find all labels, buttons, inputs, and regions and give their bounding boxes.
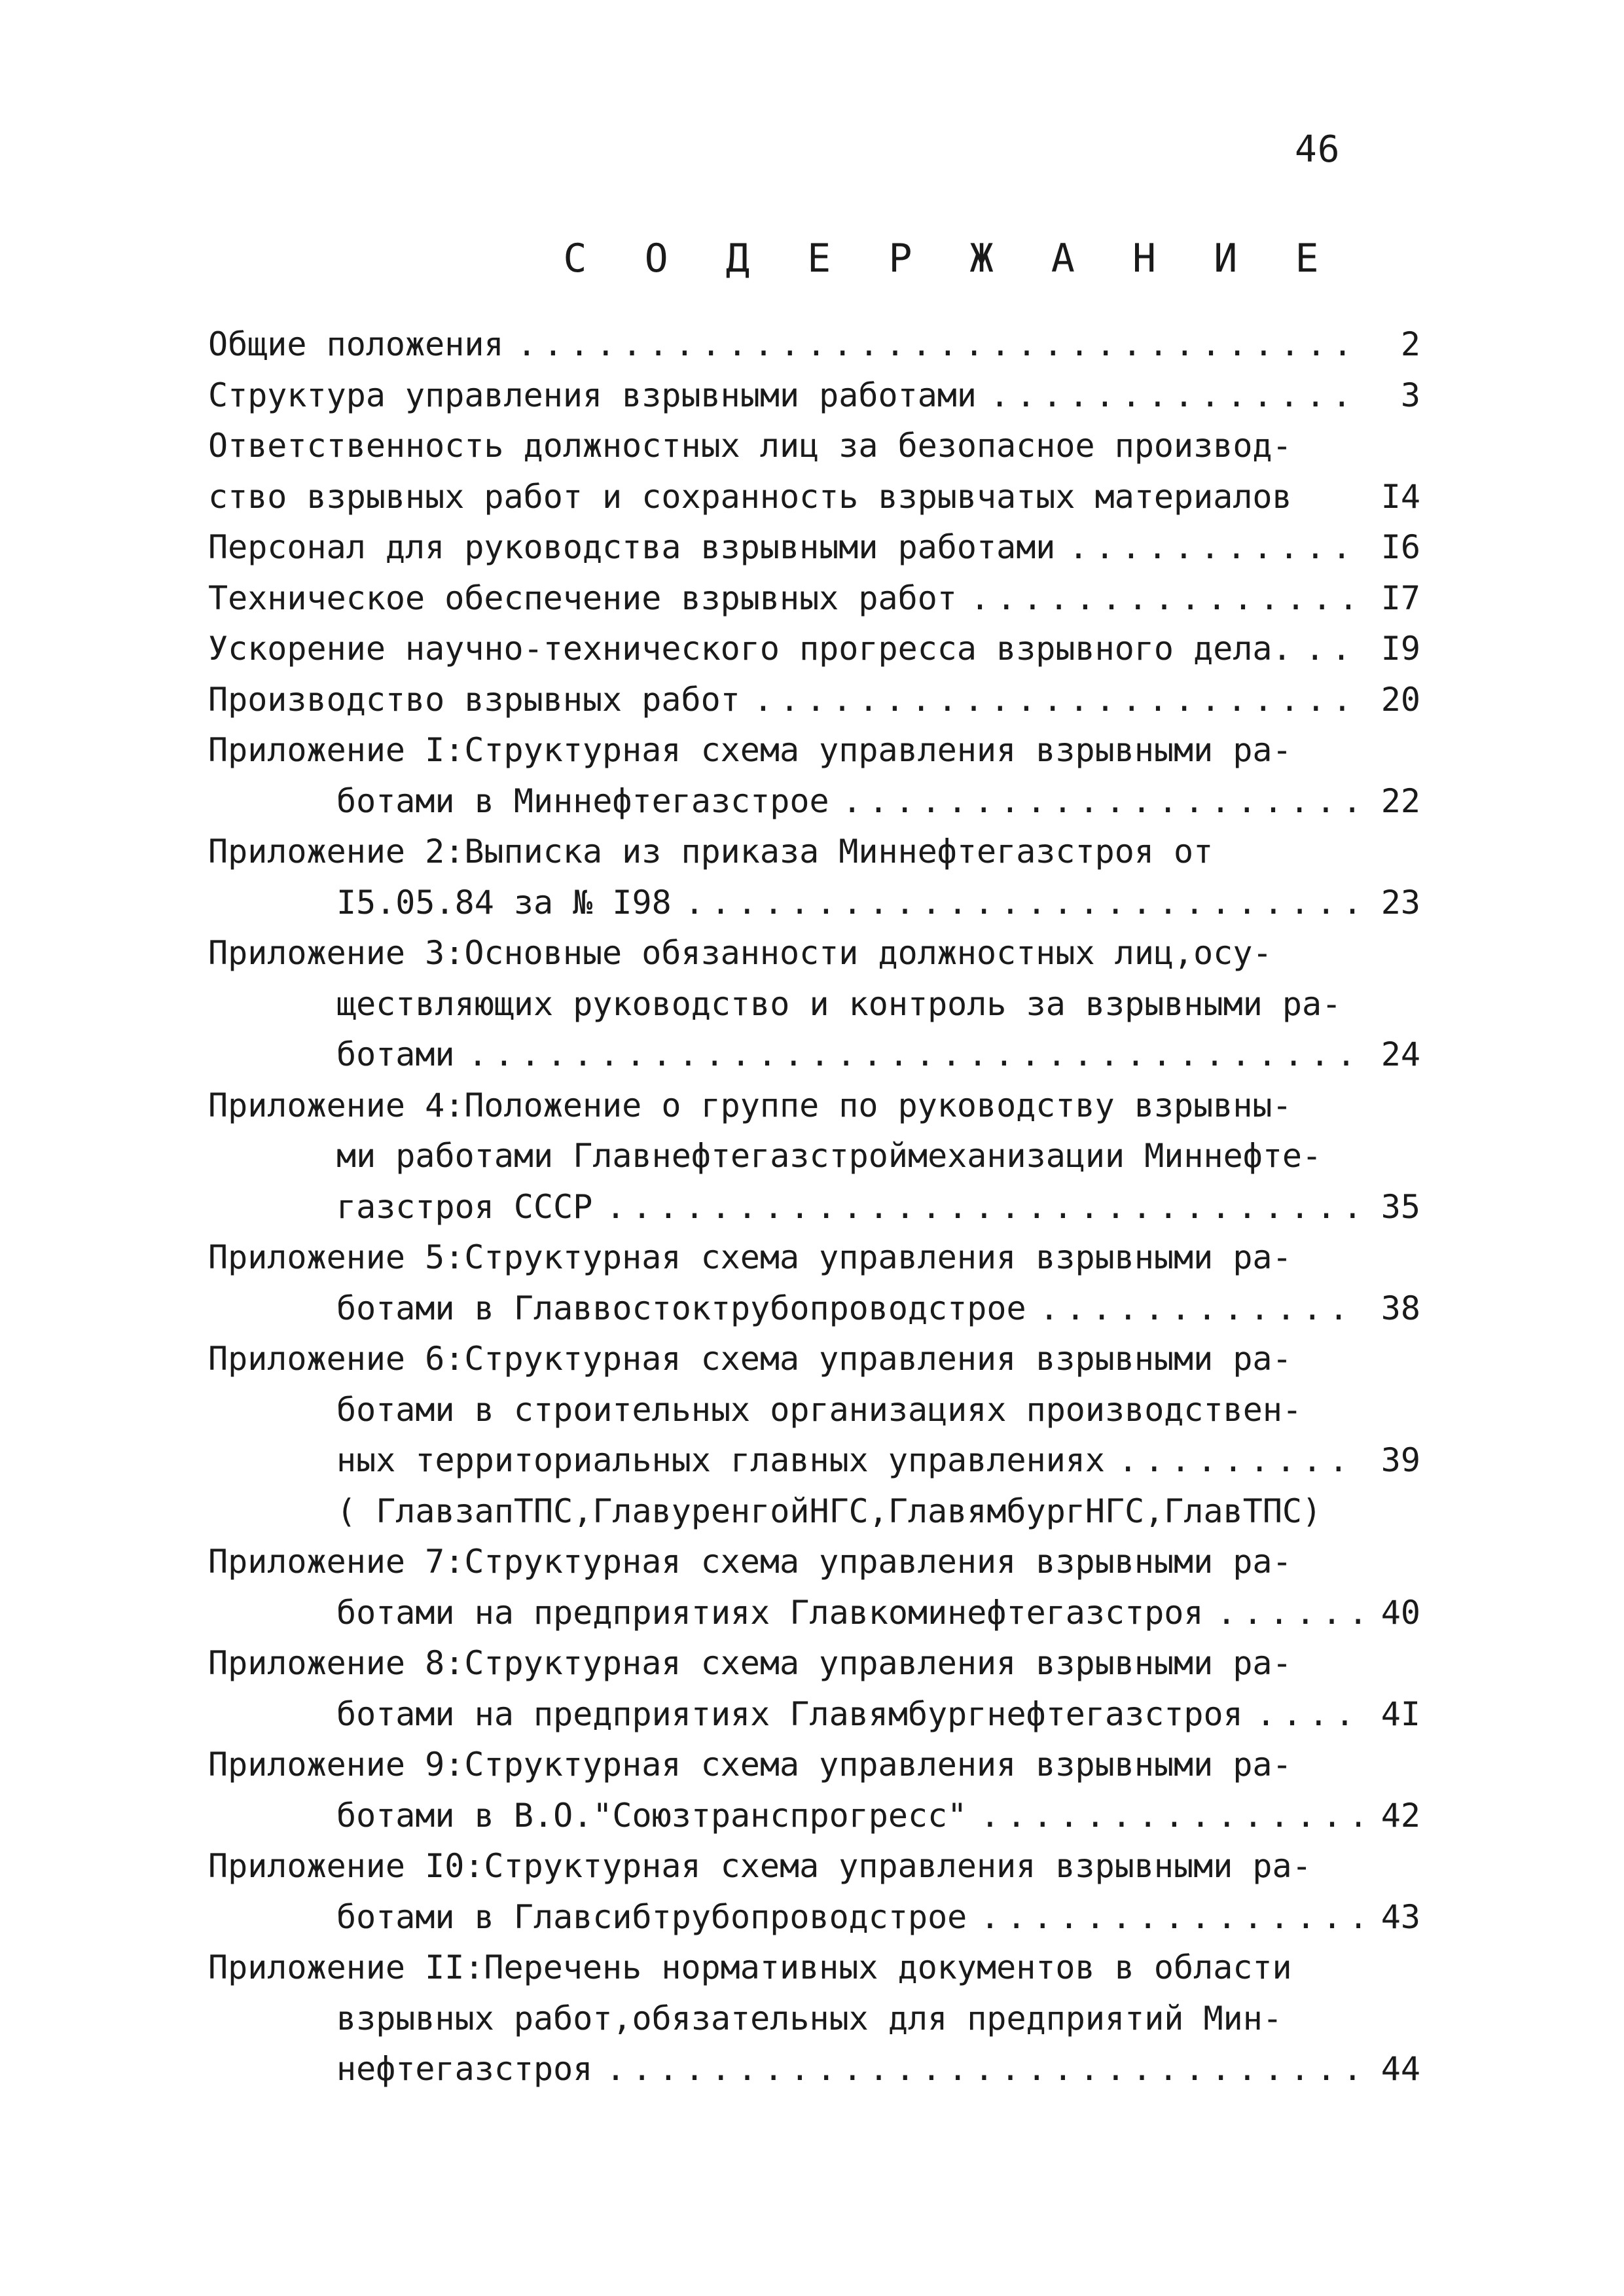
toc-line xyxy=(208,1943,1420,1994)
toc-line xyxy=(208,1994,1420,2045)
toc-entry-text: Приложение II:Перечень нормативных документов в области xyxy=(208,1948,1292,1986)
toc-line xyxy=(208,573,1420,624)
toc-line xyxy=(208,1638,1420,1689)
toc-entry-text: Приложение 2:Выписка из приказа Миннефтегазстроя от xyxy=(208,833,1214,870)
toc-line xyxy=(208,928,1420,979)
toc-line xyxy=(208,522,1420,573)
toc-line xyxy=(208,878,1420,929)
toc-line xyxy=(208,725,1420,776)
toc-entry-text: ботами на предприятиях Главямбургнефтегазстроя . . . xyxy=(336,1695,1420,1733)
toc-entry-text: ботами в Главвостоктрубопроводстрое . . . xyxy=(336,1289,1420,1327)
toc-entry-text: Приложение I0:Структурная схема управления взрывными ра- xyxy=(208,1847,1312,1885)
toc-entry-text: ботами на предприятиях Главкоминефтегазстроя . . . xyxy=(336,1594,1420,1632)
toc-entry-page: 24 xyxy=(1360,1030,1420,1081)
toc-entry-page: 35 xyxy=(1360,1182,1420,1233)
toc-entry-text: Ускорение научно-технического прогресса взрывного дела. . . . xyxy=(208,630,1420,668)
toc-line xyxy=(208,1232,1420,1283)
toc-entry-text: Приложение 8:Структурная схема управления взрывными ра- xyxy=(208,1644,1292,1682)
toc-entry-page: 4I xyxy=(1360,1689,1420,1740)
toc-entry-text: I5.05.84 за № I98 . . . xyxy=(336,884,1420,922)
toc-entry-text: Персонал для руководства взрывными работами . . . xyxy=(208,528,1420,566)
toc-entry-text: Приложение 7:Структурная схема управления взрывными ра- xyxy=(208,1543,1292,1581)
toc-entry-text: ботами в Главсибтрубопроводстрое . . . xyxy=(336,1898,1420,1936)
toc-entry-page: I7 xyxy=(1360,573,1420,624)
toc-entry-text: Приложение 6:Структурная схема управления взрывными ра- xyxy=(208,1340,1292,1378)
toc-entry-text: Приложение 3:Основные обязанности должностных лиц,осу- xyxy=(208,934,1272,972)
toc-line xyxy=(208,1588,1420,1639)
toc-entry-page: 40 xyxy=(1360,1588,1420,1639)
toc-line xyxy=(208,1081,1420,1132)
toc-line xyxy=(208,2044,1420,2095)
toc-entry-text: Ответственность должностных лиц за безопасное производ- xyxy=(208,427,1292,465)
toc-line xyxy=(208,1385,1420,1436)
toc-entry-text: ных территориальных главных управлениях . . . xyxy=(336,1441,1420,1479)
toc-entry-page: 42 xyxy=(1360,1791,1420,1842)
toc-line xyxy=(208,1283,1420,1335)
toc-entry-text: Приложение I:Структурная схема управления взрывными ра- xyxy=(208,731,1292,769)
toc-line xyxy=(208,421,1420,472)
toc-entry-page: 39 xyxy=(1360,1435,1420,1486)
toc-entry-text: ботами в Миннефтегазстрое . . . xyxy=(336,782,1420,820)
toc-entry-page: 38 xyxy=(1360,1283,1420,1335)
toc-entry-text: Общие положения . . . xyxy=(208,325,1420,363)
toc-line xyxy=(208,624,1420,675)
page-title: С О Д Е Р Ж А Н И Е xyxy=(563,236,1336,281)
toc-entry-text: ( ГлавзапТПС,ГлавуренгойНГС,ГлавямбургНГС,ГлавТПС) xyxy=(336,1492,1322,1530)
toc-line xyxy=(208,1689,1420,1740)
toc-entry-text: ботами в В.О."Союзтранспрогресс" . . . xyxy=(336,1797,1420,1835)
toc-line xyxy=(208,1131,1420,1182)
page-number: 46 xyxy=(1295,128,1341,171)
toc-line xyxy=(208,1435,1420,1486)
toc-line xyxy=(208,776,1420,827)
table-of-contents xyxy=(208,319,1420,2095)
toc-entry-text: взрывных работ,обязательных для предприятий Мин- xyxy=(336,1999,1282,2037)
toc-line xyxy=(208,1740,1420,1791)
toc-entry-text: Приложение 4:Положение о группе по руководству взрывны- xyxy=(208,1086,1292,1124)
toc-entry-page: I9 xyxy=(1360,624,1420,675)
toc-line xyxy=(208,1182,1420,1233)
toc-entry-text: Техническое обеспечение взрывных работ . . . xyxy=(208,579,1420,617)
toc-entry-page: 2 xyxy=(1360,319,1420,370)
toc-entry-page: I6 xyxy=(1360,522,1420,573)
toc-line xyxy=(208,370,1420,422)
toc-line xyxy=(208,1892,1420,1943)
toc-entry-text: ботами в строительных организациях производствен- xyxy=(336,1390,1303,1429)
toc-entry-page: 44 xyxy=(1360,2044,1420,2095)
toc-entry-text: ботами . . . xyxy=(336,1035,1420,1073)
toc-entry-page: 23 xyxy=(1360,878,1420,929)
toc-entry-page: I4 xyxy=(1360,472,1420,523)
toc-entry-text: ми работами Главнефтегазстроймеханизации Миннефте- xyxy=(336,1137,1322,1175)
toc-entry-page: 43 xyxy=(1360,1892,1420,1943)
toc-line xyxy=(208,1841,1420,1892)
toc-entry-text: ществляющих руководство и контроль за взрывными ра- xyxy=(336,984,1342,1023)
toc-entry-page: 3 xyxy=(1360,370,1420,422)
toc-line xyxy=(208,1486,1420,1537)
toc-line xyxy=(208,472,1420,523)
toc-entry-text: Производство взрывных работ . . . xyxy=(208,681,1420,719)
toc-line xyxy=(208,1334,1420,1385)
toc-entry-text: газстроя СССР . . . xyxy=(336,1188,1420,1226)
toc-entry-text: Приложение 5:Структурная схема управления взрывными ра- xyxy=(208,1238,1292,1276)
toc-entry-text: Структура управления взрывными работами . . . xyxy=(208,376,1420,414)
toc-line xyxy=(208,1030,1420,1081)
toc-line xyxy=(208,979,1420,1030)
toc-line xyxy=(208,675,1420,726)
toc-entry-text: Приложение 9:Структурная схема управления взрывными ра- xyxy=(208,1746,1292,1784)
toc-line xyxy=(208,1791,1420,1842)
toc-entry-page: 22 xyxy=(1360,776,1420,827)
toc-line xyxy=(208,827,1420,878)
toc-entry-text: ство взрывных работ и сохранность взрывчатых материалов xyxy=(208,477,1292,516)
toc-entry-text: нефтегазстроя . . . xyxy=(336,2050,1420,2088)
toc-line xyxy=(208,319,1420,370)
toc-entry-page: 20 xyxy=(1360,675,1420,726)
toc-line xyxy=(208,1537,1420,1588)
